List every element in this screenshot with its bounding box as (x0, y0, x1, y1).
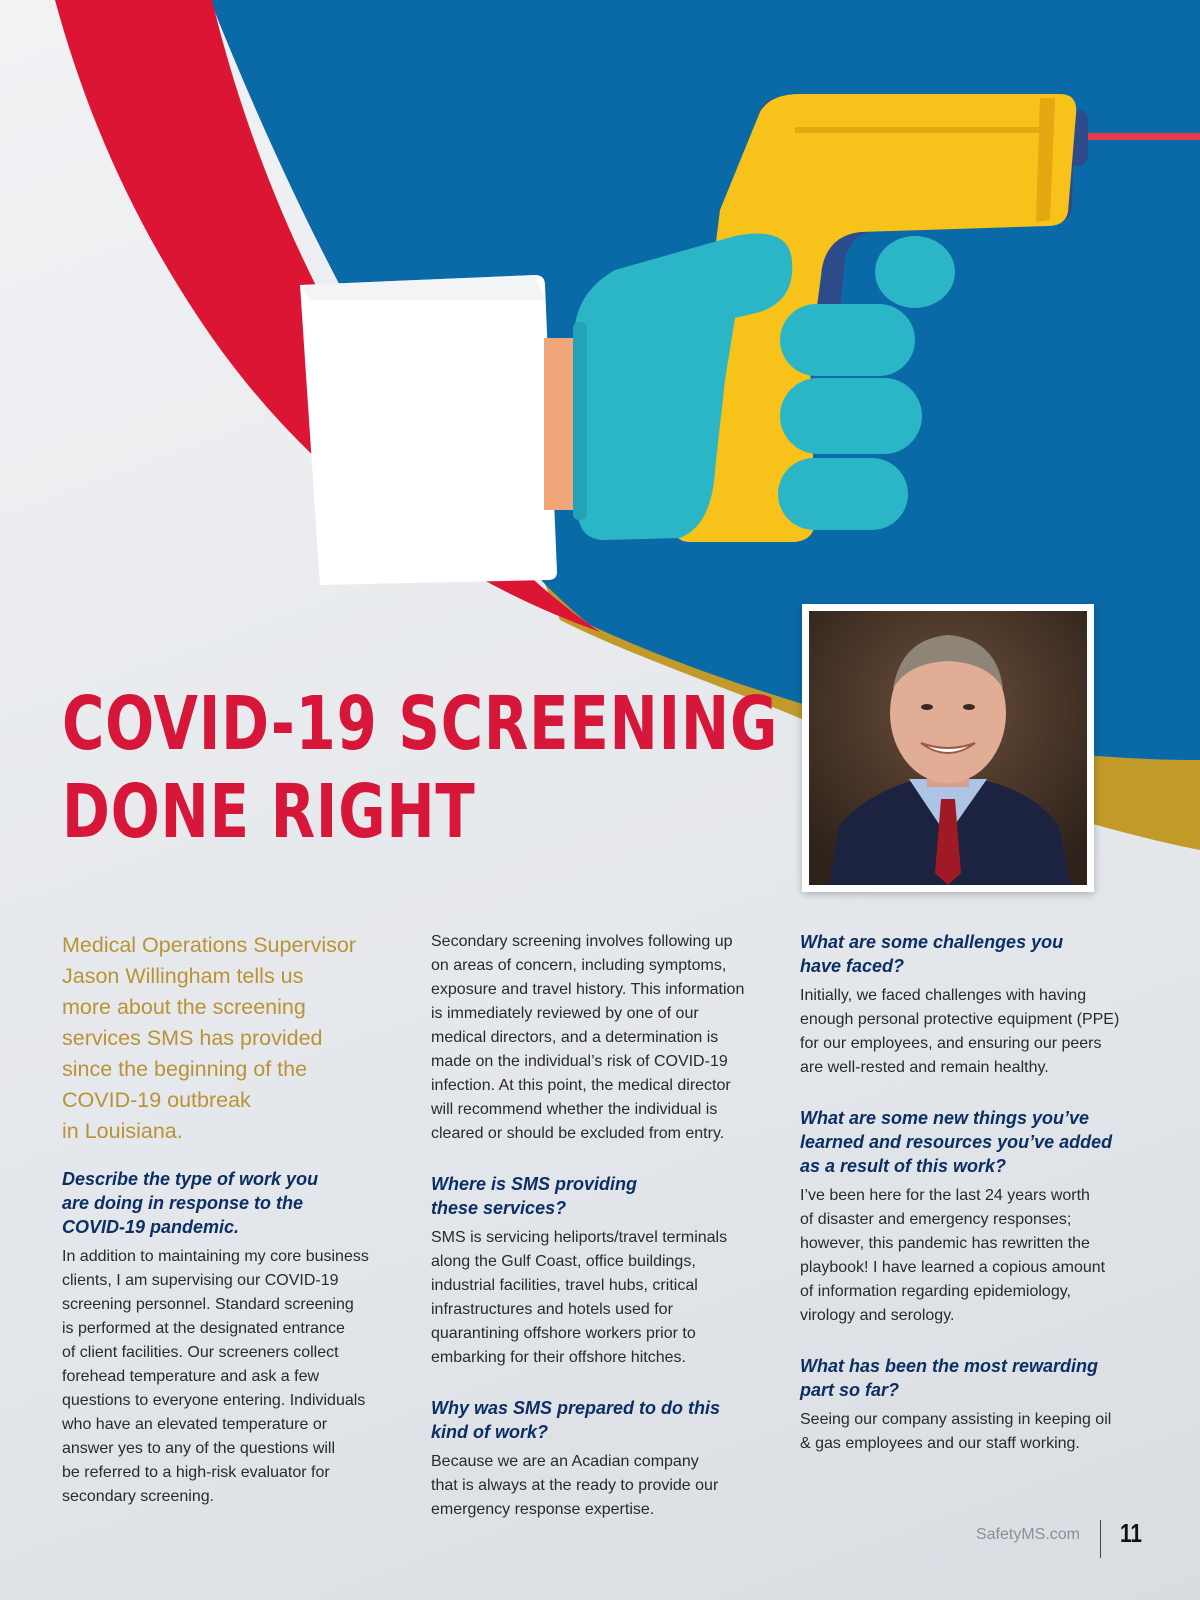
article-title-line-2: DONE RIGHT (62, 769, 476, 855)
answer-rewarding: Seeing our company assisting in keeping oil & gas employees and our staff working. (800, 1411, 1112, 1452)
intro-lead: Medical Operations Supervisor Jason Willingham tells us more about the screening services SMS has provided since the beginning of the COVID-19 outbreak in Louisiana. (62, 933, 356, 1143)
portrait-photo (802, 604, 1094, 892)
question-why-prepared: Why was SMS prepared to do this kind of work? (431, 1398, 721, 1442)
question-new-things: What are some new things you’ve learned and resources you’ve added as a result of this work? (800, 1108, 1113, 1176)
answer-secondary-screening: Secondary screening involves following up on areas of concern, including symptoms, exposure and travel history. This information is immediately reviewed by one of our medical directors, and a determination is made on the individual’s risk of COVID-19 infection. At this point, the medical director will recommend whether the individual is cleared or should be excluded from entry. (431, 933, 745, 1142)
question-work-type: Describe the type of work you are doing in response to the COVID-19 pandemic. (62, 1169, 319, 1237)
column-2 (431, 930, 771, 1544)
footer-divider (1100, 1520, 1101, 1558)
page-number: 11 (1120, 1518, 1142, 1548)
question-rewarding: What has been the most rewarding part so far? (800, 1356, 1099, 1400)
portrait-image (809, 611, 1087, 885)
footer-site-link[interactable]: SafetyMS.com (975, 1526, 1080, 1543)
article-title (62, 680, 778, 856)
answer-where: SMS is servicing heliports/travel terminals along the Gulf Coast, office buildings, industrial facilities, travel hubs, critical infrastructures and hotels used for quarantining offshore workers prior to embarking for their offshore hitches. (431, 1229, 728, 1366)
column-3 (800, 930, 1145, 1478)
answer-challenges: Initially, we faced challenges with having enough personal protective equipment (PPE) for our employees, and ensuring our peers are well-rested and remain healthy. (800, 987, 1120, 1076)
answer-work-type: In addition to maintaining my core business clients, I am supervising our COVID-19 screening personnel. Standard screening is performed at the designated entrance of client facilities. Our screeners collect forehead temperature and ask a few questions to everyone entering. Individuals who have an elevated temperature or answer yes to any of the questions will be referred to a high-risk evaluator for secondary screening. (62, 1248, 369, 1505)
question-challenges: What are some challenges you have faced? (800, 932, 1064, 976)
column-1 (62, 930, 402, 1531)
article-title-line-1: COVID-19 SCREENING (62, 681, 779, 767)
answer-why-prepared: Because we are an Acadian company that is always at the ready to provide our emergency response expertise. (431, 1453, 719, 1518)
question-where: Where is SMS providing these services? (431, 1174, 638, 1218)
answer-new-things: I’ve been here for the last 24 years worth of disaster and emergency responses; however, this pandemic has rewritten the playbook! I have learned a copious amount of information regarding epidemiology, virology and serology. (800, 1187, 1106, 1324)
laser-beam-icon (1085, 133, 1200, 140)
